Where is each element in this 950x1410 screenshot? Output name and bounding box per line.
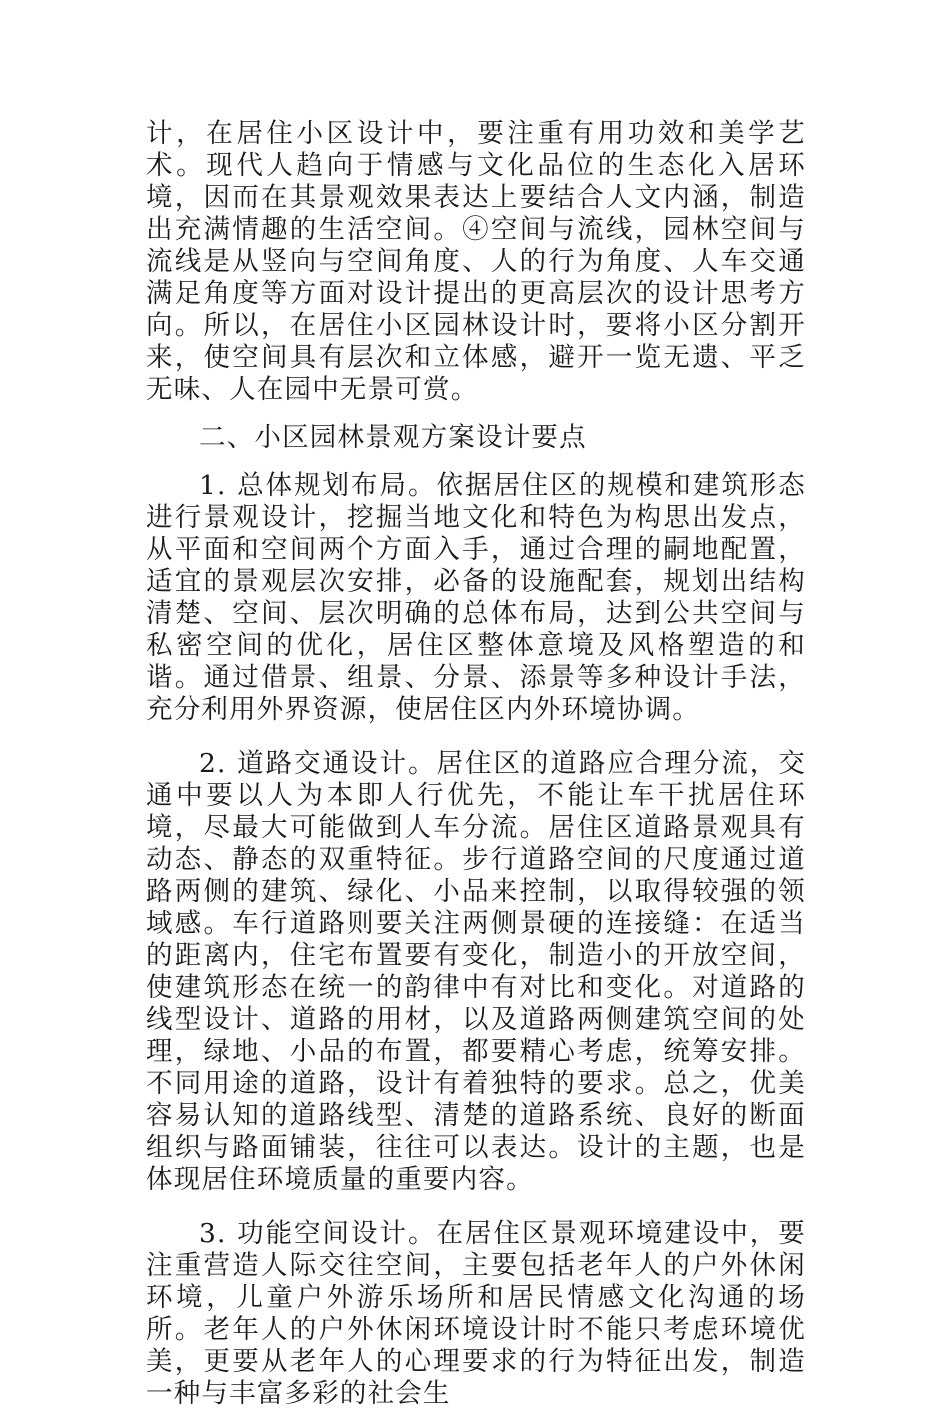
paragraph-overall-layout: 1. 总体规划布局。依据居住区的规模和建筑形态进行景观设计，挖掘当地文化和特色为构思出发点，从平面和空间两个方面入手，通过合理的嗣地配置，适宜的景观层次安排，必备的设施配套，规划出结构清楚、空间、层次明确的总体布局，达到公共空间与私密空间的优化，居住区整体意境及风格塑造的和谐。通过借景、组景、分景、添景等多种设计手法，充分利用外界资源，使居住区内外环境协调。 — [146, 470, 806, 725]
document-body — [146, 118, 806, 1410]
paragraph-road-traffic: 2. 道路交通设计。居住区的道路应合理分流，交通中要以人为本即人行优先，不能让车干扰居住环境，尽最大可能做到人车分流。居住区道路景观具有动态、静态的双重特征。步行道路空间的尺度通过道路两侧的建筑、绿化、小品来控制，以取得较强的领域感。车行道路则要关注两侧景硬的连接缝：在适当的距离内，住宅布置要有变化，制造小的开放空间，使建筑形态在统一的韵律中有对比和变化。对道路的线型设计、道路的用材，以及道路两侧建筑空间的处理，绿地、小品的布置，都要精心考虑，统筹安排。不同用途的道路，设计有着独特的要求。总之，优美容易认知的道路线型、清楚的道路系统、良好的断面组织与路面铺装，往往可以表达。设计的主题，也是体现居住环境质量的重要内容。 — [146, 748, 806, 1195]
paragraph-continuation: 计，在居住小区设计中，要注重有用功效和美学艺术。现代人趋向于情感与文化品位的生态化入居环境，因而在其景观效果表达上要结合人文内涵，制造出充满情趣的生活空间。④空间与流线，园林空间与流线是从竖向与空间角度、人的行为角度、人车交通满足角度等方面对设计提出的更高层次的设计思考方向。所以，在居住小区园林设计时，要将小区分割开来，使空间具有层次和立体感，避开一览无遗、平乏无味、人在园中无景可赏。 — [146, 118, 806, 405]
paragraph-functional-space: 3. 功能空间设计。在居住区景观环境建设中，要注重营造人际交往空间，主要包括老年人的户外休闲环境，儿童户外游乐场所和居民情感文化沟通的场所。老年人的户外休闲环境设计时不能只考虑环境优美，更要从老年人的心理要求的行为特征出发，制造一种与丰富多彩的社会生 — [146, 1218, 806, 1409]
section-heading: 二、小区园林景观方案设计要点 — [199, 422, 587, 453]
